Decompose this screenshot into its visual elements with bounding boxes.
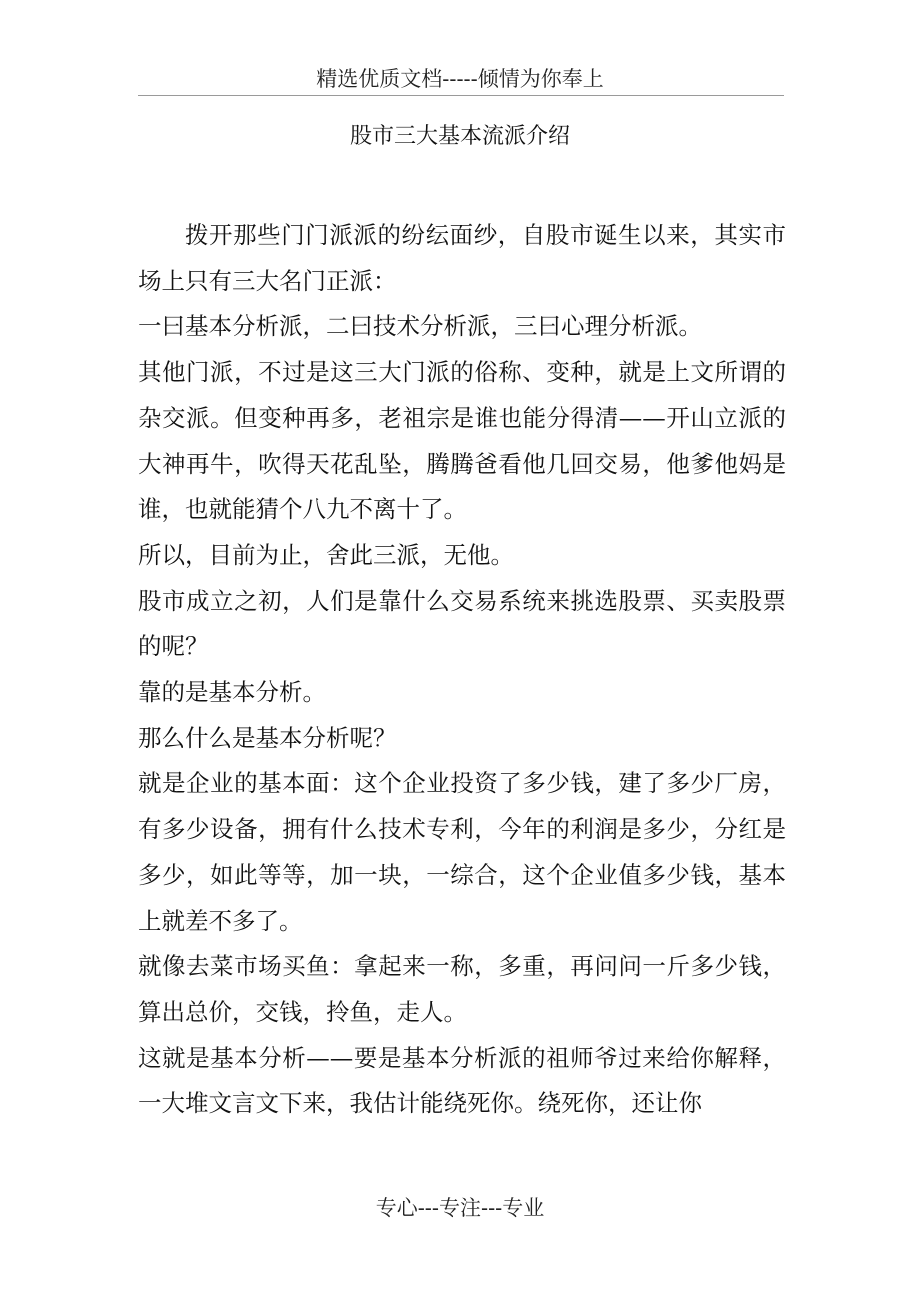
page-footer: 专心---专注---专业: [375, 1196, 545, 1220]
document-body: [138, 213, 786, 1127]
document-title: 股市三大基本流派介绍: [349, 124, 570, 149]
paragraph: 就像去菜市场买鱼：拿起来一称，多重，再问问一斤多少钱，算出总价，交钱，拎鱼，走人。: [138, 952, 786, 1026]
paragraph: 所以，目前为止，舍此三派，无他。: [138, 540, 514, 569]
paragraph: 其他门派，不过是这三大门派的俗称、变种，就是上文所谓的杂交派。但变种再多，老祖宗是谁也能分得清——开山立派的大神再牛，吹得天花乱坠，腾腾爸看他几回交易，他爹他妈是谁，也就能猜个八九不离十了。: [138, 358, 786, 524]
page-header: 精选优质文档-----倾情为你奉上: [316, 67, 604, 91]
paragraph: 股市成立之初，人们是靠什么交易系统来挑选股票、买卖股票的呢？: [138, 586, 786, 661]
header-divider: [138, 95, 784, 96]
paragraph: 这就是基本分析——要是基本分析派的祖师爷过来给你解释，一大堆文言文下来，我估计能绕死你。绕死你，还让你: [138, 1043, 786, 1118]
paragraph: 就是企业的基本面：这个企业投资了多少钱，建了多少厂房，有多少设备，拥有什么技术专利，今年的利润是多少，分红是多少，如此等等，加一块，一综合，这个企业值多少钱，基本上就差不多了。: [138, 769, 786, 935]
paragraph: 一曰基本分析派，二曰技术分析派，三曰心理分析派。: [138, 312, 702, 341]
paragraph: 拨开那些门门派派的纷纭面纱，自股市诞生以来，其实市场上只有三大名门正派：: [138, 221, 786, 295]
paragraph: 那么什么是基本分析呢？: [138, 723, 397, 752]
paragraph: 靠的是基本分析。: [138, 678, 326, 707]
